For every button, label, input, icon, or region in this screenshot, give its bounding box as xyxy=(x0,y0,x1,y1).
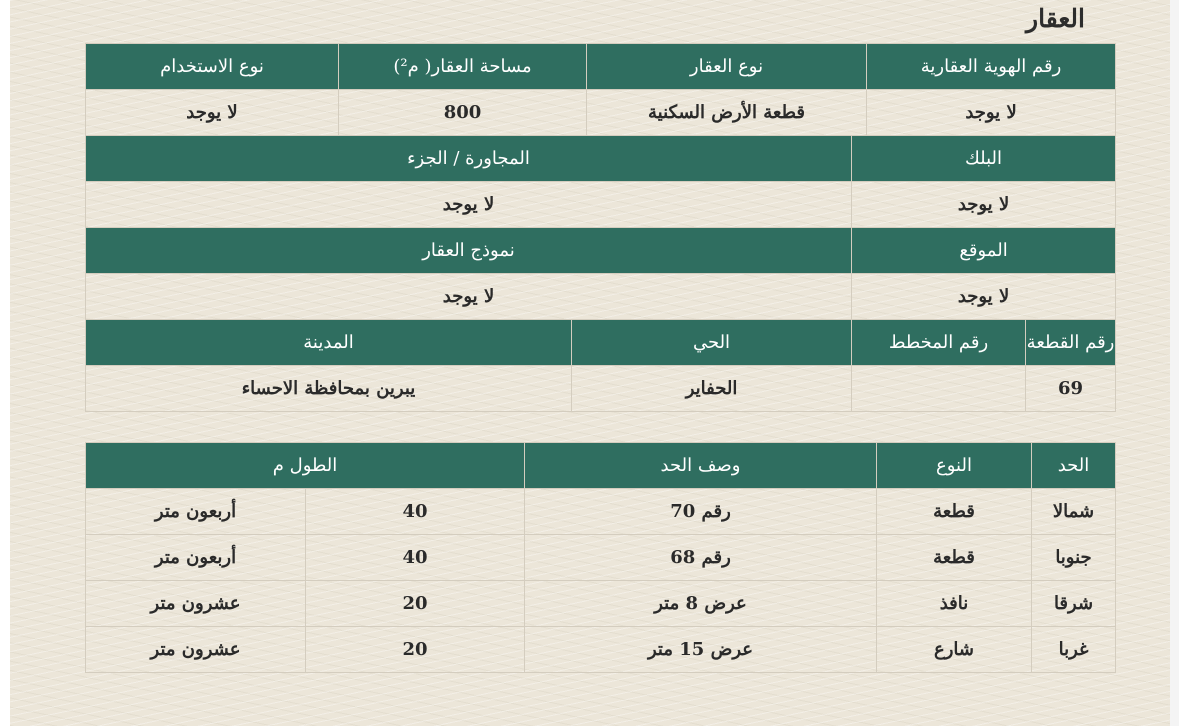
header-cell: الحي xyxy=(572,320,852,366)
value-cell: لا يوجد xyxy=(852,274,1116,320)
value-cell: شمالا xyxy=(1032,489,1116,535)
value-cell: الحفاير xyxy=(572,366,852,412)
value-cell: عرض 8 متر xyxy=(525,581,877,627)
header-cell: النوع xyxy=(877,443,1032,489)
value-cell: رقم 70 xyxy=(525,489,877,535)
table-row xyxy=(86,489,1116,535)
value-cell: غربا xyxy=(1032,627,1116,673)
page-edge xyxy=(1170,0,1179,726)
table-header-row xyxy=(86,320,1116,366)
value-cell: 40 xyxy=(306,489,525,535)
value-cell: جنوبا xyxy=(1032,535,1116,581)
header-cell: رقم المخطط xyxy=(852,320,1026,366)
value-cell: لا يوجد xyxy=(86,90,339,136)
value-cell: يبرين بمحافظة الاحساء xyxy=(86,366,572,412)
table-row xyxy=(86,182,1116,228)
header-cell: البلك xyxy=(852,136,1116,182)
value-cell: عرض 15 متر xyxy=(525,627,877,673)
boundaries-table xyxy=(85,442,1116,673)
table-row xyxy=(86,366,1116,412)
value-cell: أربعون متر xyxy=(86,535,306,581)
table-header-row xyxy=(86,136,1116,182)
header-cell: المدينة xyxy=(86,320,572,366)
section-title: العقار xyxy=(1026,4,1085,33)
value-cell: أربعون متر xyxy=(86,489,306,535)
value-cell: 20 xyxy=(306,627,525,673)
value-cell: لا يوجد xyxy=(867,90,1116,136)
value-cell: رقم 68 xyxy=(525,535,877,581)
header-cell: الموقع xyxy=(852,228,1116,274)
table-row xyxy=(86,274,1116,320)
property-table xyxy=(85,43,1116,412)
table-row xyxy=(86,535,1116,581)
value-cell: عشرون متر xyxy=(86,627,306,673)
header-cell: نموذج العقار xyxy=(86,228,852,274)
value-cell: 69 xyxy=(1026,366,1116,412)
value-cell: عشرون متر xyxy=(86,581,306,627)
value-cell: قطعة xyxy=(877,535,1032,581)
header-cell: نوع الاستخدام xyxy=(86,44,339,90)
table-row xyxy=(86,90,1116,136)
header-cell: الطول م xyxy=(86,443,525,489)
table-header-row xyxy=(86,44,1116,90)
value-cell: لا يوجد xyxy=(86,274,852,320)
value-cell: 40 xyxy=(306,535,525,581)
header-cell: رقم القطعة xyxy=(1026,320,1116,366)
value-cell: 20 xyxy=(306,581,525,627)
header-cell: المجاورة / الجزء xyxy=(86,136,852,182)
value-cell: شرقا xyxy=(1032,581,1116,627)
table-header-row xyxy=(86,443,1116,489)
value-cell: نافذ xyxy=(877,581,1032,627)
header-cell: رقم الهوية العقارية xyxy=(867,44,1116,90)
value-cell xyxy=(852,366,1026,412)
value-cell: 800 xyxy=(339,90,587,136)
header-cell: الحد xyxy=(1032,443,1116,489)
value-cell: قطعة الأرض السكنية xyxy=(587,90,867,136)
header-cell: نوع العقار xyxy=(587,44,867,90)
table-row xyxy=(86,627,1116,673)
header-cell: وصف الحد xyxy=(525,443,877,489)
value-cell: لا يوجد xyxy=(86,182,852,228)
value-cell: لا يوجد xyxy=(852,182,1116,228)
table-header-row xyxy=(86,228,1116,274)
value-cell: قطعة xyxy=(877,489,1032,535)
value-cell: شارع xyxy=(877,627,1032,673)
table-row xyxy=(86,581,1116,627)
header-cell: مساحة العقار( م²) xyxy=(339,44,587,90)
